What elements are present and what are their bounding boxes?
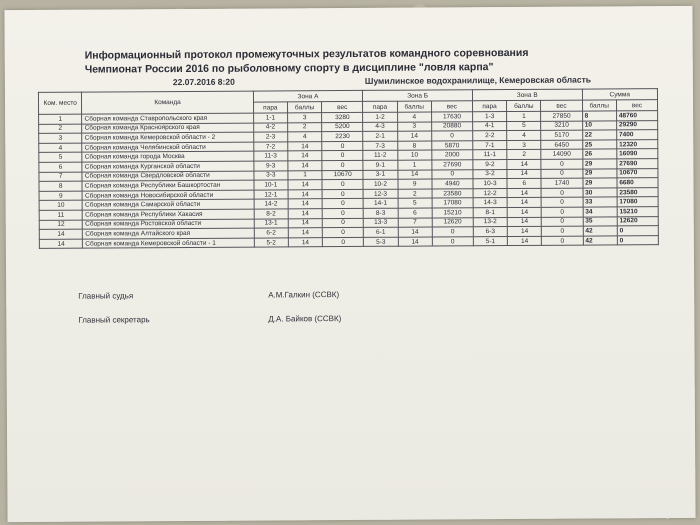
row-c-points: 14 — [507, 169, 541, 179]
row-b-pair: 2-1 — [363, 131, 397, 141]
row-c-pair: 11-1 — [473, 150, 507, 160]
row-sum-weight: 16090 — [617, 149, 658, 159]
row-c-weight: 0 — [542, 236, 583, 246]
row-c-points: 14 — [507, 198, 541, 208]
row-a-weight: 0 — [323, 237, 364, 247]
row-a-points: 14 — [288, 189, 322, 199]
row-sum-weight: 6680 — [617, 178, 658, 188]
row-a-pair: 12-1 — [254, 190, 288, 200]
document-location: Шумилинское водохранилище, Кемеровская область — [364, 74, 592, 86]
row-sum-weight: 15210 — [617, 207, 658, 217]
row-sum-weight: 23580 — [617, 187, 658, 197]
row-b-weight: 2000 — [432, 150, 473, 160]
row-a-weight: 0 — [322, 151, 363, 161]
row-a-points: 14 — [288, 141, 322, 151]
row-a-weight: 0 — [322, 160, 363, 170]
row-b-weight: 17080 — [432, 198, 473, 208]
header-zone-c: Зона В — [472, 89, 582, 101]
row-a-pair: 5-2 — [254, 238, 288, 248]
row-a-weight: 0 — [322, 189, 363, 199]
row-team: Сборная команда Республики Башкортостан — [82, 180, 253, 191]
row-place: 4 — [39, 143, 82, 153]
row-a-points: 14 — [288, 209, 322, 219]
row-a-weight: 2230 — [322, 132, 363, 142]
row-a-pair: 13-1 — [254, 218, 288, 228]
row-b-pair: 14-1 — [363, 199, 397, 209]
row-sum-points: 29 — [582, 159, 616, 169]
secretary-name: Д.А. Байков (ССВК) — [268, 314, 342, 324]
row-b-weight: 12620 — [432, 217, 473, 227]
row-a-points: 1 — [288, 170, 322, 180]
row-b-pair: 1-2 — [363, 112, 397, 122]
row-b-weight: 4940 — [432, 179, 473, 189]
row-c-weight: 0 — [541, 159, 582, 169]
row-a-points: 3 — [288, 113, 322, 123]
row-c-points: 6 — [507, 178, 541, 188]
row-place: 8 — [39, 181, 82, 191]
row-c-weight: 0 — [542, 217, 583, 227]
row-b-points: 14 — [397, 170, 431, 180]
row-c-points: 14 — [507, 217, 541, 227]
row-place: 12 — [39, 220, 82, 230]
row-a-weight: 0 — [322, 141, 363, 151]
row-a-pair: 2-3 — [253, 132, 287, 142]
row-a-weight: 0 — [322, 180, 363, 190]
row-b-points: 6 — [398, 208, 432, 218]
row-a-pair: 1-1 — [253, 113, 287, 123]
row-c-weight: 5170 — [541, 130, 582, 140]
row-team: Сборная команда Республики Хакасия — [83, 209, 254, 220]
row-b-weight: 23580 — [432, 188, 473, 198]
row-a-pair: 14-2 — [254, 199, 288, 209]
header-place: Ком. место — [38, 92, 82, 114]
header-sum-points: баллы — [582, 100, 616, 111]
row-c-weight: 0 — [542, 226, 583, 236]
row-sum-weight: 29290 — [616, 120, 657, 130]
row-c-weight: 27850 — [541, 111, 582, 121]
row-sum-points: 29 — [582, 168, 616, 178]
row-c-weight: 0 — [541, 169, 582, 179]
row-b-points: 14 — [397, 131, 431, 141]
row-sum-points: 42 — [583, 236, 617, 246]
row-c-pair: 7-1 — [473, 140, 507, 150]
row-b-points: 8 — [397, 141, 431, 151]
row-sum-weight: 48760 — [616, 111, 657, 121]
header-c-points: баллы — [507, 100, 541, 111]
header-c-pair: пара — [472, 101, 506, 112]
header-b-pair: пара — [363, 101, 397, 112]
row-c-pair: 10-3 — [473, 179, 507, 189]
row-a-points: 14 — [288, 180, 322, 190]
row-a-weight: 0 — [322, 199, 363, 209]
row-c-pair: 9-2 — [473, 160, 507, 170]
row-team: Сборная команда Ставропольского края — [82, 113, 253, 124]
row-sum-points: 30 — [583, 188, 617, 198]
row-a-points: 14 — [288, 161, 322, 171]
row-sum-weight: 7400 — [616, 130, 657, 140]
row-a-weight: 10670 — [322, 170, 363, 180]
row-b-points: 5 — [398, 198, 432, 208]
header-sum-weight: вес — [616, 100, 657, 111]
row-sum-points: 33 — [583, 197, 617, 207]
row-b-points: 10 — [397, 150, 431, 160]
row-c-points: 14 — [507, 207, 541, 217]
header-zone-b: Зона Б — [363, 90, 473, 102]
row-team: Сборная команда Ростовской области — [83, 219, 254, 230]
row-c-points: 1 — [507, 111, 541, 121]
row-c-points: 14 — [507, 159, 541, 169]
row-b-points: 1 — [397, 160, 431, 170]
header-c-weight: вес — [541, 100, 582, 111]
row-b-pair: 13-3 — [364, 218, 398, 228]
header-a-weight: вес — [322, 101, 363, 112]
row-b-weight: 0 — [432, 169, 473, 179]
row-place: 2 — [39, 124, 82, 134]
document-sheet — [4, 6, 695, 522]
row-sum-points: 35 — [583, 216, 617, 226]
row-a-pair: 8-2 — [254, 209, 288, 219]
row-b-points: 2 — [398, 189, 432, 199]
row-b-pair: 5-3 — [364, 237, 398, 247]
row-a-weight: 0 — [322, 208, 363, 218]
row-b-weight: 5870 — [432, 141, 473, 151]
row-b-points: 14 — [398, 237, 432, 247]
row-c-pair: 4-1 — [473, 121, 507, 131]
header-a-pair: пара — [253, 102, 287, 113]
row-b-points: 14 — [398, 227, 432, 237]
row-c-pair: 13-2 — [473, 217, 507, 227]
row-a-points: 14 — [288, 151, 322, 161]
row-a-points: 2 — [288, 122, 322, 132]
row-sum-points: 25 — [582, 140, 616, 150]
header-b-points: баллы — [397, 101, 431, 112]
judge-label: Главный судья — [78, 291, 134, 301]
row-b-points: 3 — [397, 122, 431, 132]
row-c-points: 14 — [507, 226, 541, 236]
row-b-weight: 20880 — [431, 121, 472, 131]
row-team: Сборная команда Кемеровской области - 1 — [83, 238, 254, 249]
row-sum-weight: 12620 — [617, 216, 658, 226]
row-c-pair: 1-3 — [472, 112, 506, 122]
row-team: Сборная команда Новосибирской области — [82, 190, 253, 201]
row-c-weight: 14090 — [541, 149, 582, 159]
row-a-points: 14 — [288, 237, 322, 247]
row-sum-points: 22 — [582, 130, 616, 140]
row-sum-points: 29 — [583, 178, 617, 188]
row-b-pair: 6-1 — [364, 227, 398, 237]
row-a-weight: 0 — [322, 218, 363, 228]
row-c-points: 14 — [508, 236, 542, 246]
row-team: Сборная команда Самарской области — [82, 199, 253, 210]
row-b-pair: 9-1 — [363, 160, 397, 170]
row-b-weight: 15210 — [432, 208, 473, 218]
row-sum-points: 8 — [582, 111, 616, 121]
row-place: 10 — [39, 200, 82, 210]
row-b-points: 4 — [397, 112, 431, 122]
row-place: 6 — [39, 162, 82, 172]
header-sum: Сумма — [582, 89, 658, 100]
row-a-pair: 10-1 — [254, 180, 288, 190]
results-table — [38, 88, 659, 249]
row-b-pair: 10-2 — [363, 179, 397, 189]
row-b-weight: 27690 — [432, 160, 473, 170]
row-c-weight: 3210 — [541, 121, 582, 131]
row-team: Сборная команда Кемеровской области - 2 — [82, 132, 253, 143]
row-place: 5 — [39, 153, 82, 163]
row-c-pair: 12-2 — [473, 188, 507, 198]
document-title: Информационный протокол промежуточных результатов командного соревнования — [84, 46, 529, 62]
row-b-weight: 0 — [432, 131, 473, 141]
row-a-pair: 9-3 — [254, 161, 288, 171]
row-c-points: 5 — [507, 121, 541, 131]
judge-name: А.М.Галкин (ССВК) — [268, 290, 340, 300]
row-a-pair: 3-3 — [254, 170, 288, 180]
row-place: 9 — [39, 191, 82, 201]
row-sum-points: 26 — [582, 149, 616, 159]
secretary-label: Главный секретарь — [78, 315, 150, 325]
row-a-weight: 5200 — [322, 122, 363, 132]
row-team: Сборная команда города Москва — [82, 151, 253, 162]
row-a-points: 14 — [288, 218, 322, 228]
row-team: Сборная команда Алтайского края — [83, 228, 254, 239]
header-zone-a: Зона А — [253, 90, 363, 102]
row-b-pair: 7-3 — [363, 141, 397, 151]
row-c-points: 2 — [507, 150, 541, 160]
row-a-pair: 4-2 — [253, 122, 287, 132]
row-c-weight: 0 — [541, 188, 582, 198]
row-c-pair: 2-2 — [473, 131, 507, 141]
row-a-points: 14 — [288, 228, 322, 238]
row-place: 11 — [39, 210, 82, 220]
row-c-pair: 6-3 — [473, 227, 507, 237]
row-sum-weight: 27690 — [617, 159, 658, 169]
row-a-points: 4 — [288, 132, 322, 142]
row-team: Сборная команда Красноярского края — [82, 123, 253, 134]
row-sum-weight: 12320 — [617, 139, 658, 149]
row-team: Сборная команда Челябинской области — [82, 142, 253, 153]
row-c-pair: 8-1 — [473, 207, 507, 217]
row-sum-points: 34 — [583, 207, 617, 217]
row-b-pair: 12-3 — [363, 189, 397, 199]
row-a-pair: 7-2 — [253, 142, 287, 152]
row-team: Сборная команда Свердловской области — [82, 171, 253, 182]
row-b-weight: 0 — [432, 236, 473, 246]
row-c-points: 14 — [507, 188, 541, 198]
row-b-points: 9 — [398, 179, 432, 189]
row-b-pair: 11-2 — [363, 151, 397, 161]
row-b-pair: 3-1 — [363, 170, 397, 180]
row-b-pair: 4-3 — [363, 122, 397, 132]
row-c-points: 4 — [507, 131, 541, 141]
row-place: 14 — [39, 229, 82, 239]
row-sum-points: 10 — [582, 120, 616, 130]
row-a-pair: 6-2 — [254, 228, 288, 238]
row-place: 14 — [39, 239, 82, 249]
watermark: www.tugun.ru — [637, 510, 690, 519]
row-b-weight: 0 — [432, 227, 473, 237]
header-b-weight: вес — [431, 101, 472, 112]
row-place: 7 — [39, 172, 82, 182]
row-sum-weight: 10670 — [617, 168, 658, 178]
document-date: 22.07.2016 8:20 — [172, 76, 235, 88]
row-a-points: 14 — [288, 199, 322, 209]
row-sum-weight: 0 — [617, 226, 658, 236]
row-a-weight: 0 — [322, 228, 363, 238]
row-c-pair: 5-1 — [473, 236, 507, 246]
row-a-weight: 3280 — [322, 112, 363, 122]
row-b-weight: 17630 — [431, 112, 472, 122]
row-a-pair: 11-3 — [253, 151, 287, 161]
row-sum-points: 42 — [583, 226, 617, 236]
row-sum-weight: 0 — [617, 235, 658, 245]
row-b-points: 7 — [398, 218, 432, 228]
row-c-pair: 3-2 — [473, 169, 507, 179]
row-team: Сборная команда Курганской области — [82, 161, 253, 172]
row-c-weight: 0 — [542, 197, 583, 207]
row-b-pair: 8-3 — [363, 208, 397, 218]
row-place: 3 — [39, 133, 82, 143]
row-c-weight: 1740 — [541, 178, 582, 188]
row-c-weight: 0 — [542, 207, 583, 217]
header-team: Команда — [82, 91, 253, 114]
row-c-points: 3 — [507, 140, 541, 150]
row-sum-weight: 17080 — [617, 197, 658, 207]
document-subtitle: Чемпионат России 2016 по рыболовному спорту в дисциплине "ловля карпа" — [84, 61, 494, 76]
row-place: 1 — [39, 114, 82, 124]
row-c-weight: 6450 — [541, 140, 582, 150]
header-a-points: баллы — [287, 102, 321, 113]
row-c-pair: 14-3 — [473, 198, 507, 208]
